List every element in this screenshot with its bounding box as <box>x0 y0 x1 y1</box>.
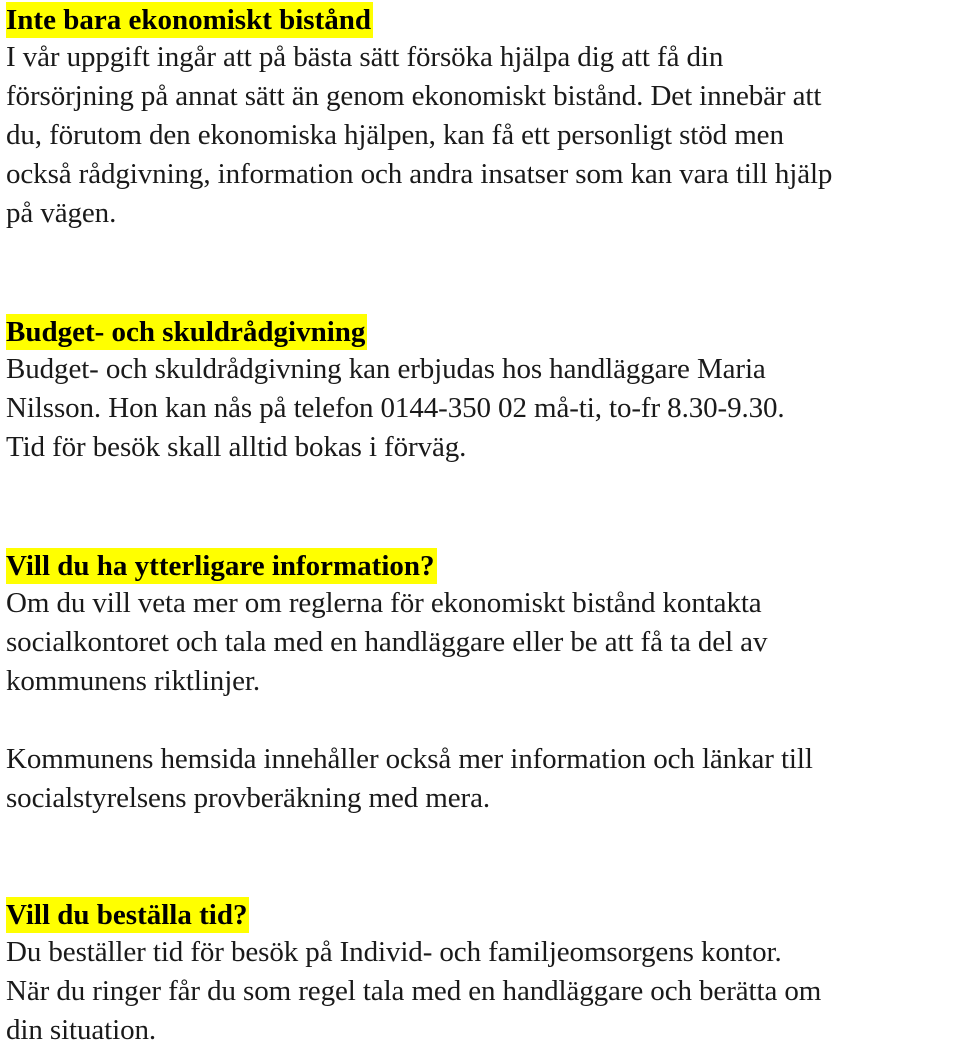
body-line: kommunens riktlinjer. <box>6 665 261 697</box>
section-heading: Vill du ha ytterligare information? <box>6 550 435 582</box>
section-body-extra <box>6 740 956 818</box>
body-line: Budget- och skuldrådgivning kan erbjudas hos handläggare Maria <box>6 353 766 385</box>
section-body <box>6 38 956 233</box>
body-line: Du beställer tid för besök på Individ- och familjeomsorgens kontor. <box>6 936 782 968</box>
section-body <box>6 584 956 701</box>
body-line: Nilsson. Hon kan nås på telefon 0144-350 02 må-ti, to-fr 8.30-9.30. <box>6 392 785 424</box>
section-bestalla-tid <box>6 897 956 1050</box>
body-line: Kommunens hemsida innehåller också mer information och länkar till <box>6 743 813 775</box>
body-line: Om du vill veta mer om reglerna för ekonomiskt bistånd kontakta <box>6 587 762 619</box>
section-information <box>6 548 956 818</box>
body-line: också rådgivning, information och andra insatser som kan vara till hjälp <box>6 158 833 190</box>
body-line: Tid för besök skall alltid bokas i förväg. <box>6 431 467 463</box>
section-body <box>6 933 956 1050</box>
body-line: din situation. <box>6 1014 157 1046</box>
section-inte-bara <box>6 2 956 233</box>
body-line: försörjning på annat sätt än genom ekonomiskt bistånd. Det innebär att <box>6 80 822 112</box>
section-heading: Budget- och skuldrådgivning <box>6 316 366 348</box>
section-heading: Vill du beställa tid? <box>6 899 248 931</box>
section-body <box>6 350 956 467</box>
section-heading: Inte bara ekonomiskt bistånd <box>6 4 371 36</box>
section-budget <box>6 314 956 467</box>
body-line: på vägen. <box>6 197 117 229</box>
body-line: socialstyrelsens provberäkning med mera. <box>6 782 491 814</box>
body-line: socialkontoret och tala med en handläggare eller be att få ta del av <box>6 626 768 658</box>
body-line: I vår uppgift ingår att på bästa sätt försöka hjälpa dig att få din <box>6 41 724 73</box>
body-line: När du ringer får du som regel tala med en handläggare och berätta om <box>6 975 822 1007</box>
body-line: du, förutom den ekonomiska hjälpen, kan få ett personligt stöd men <box>6 119 784 151</box>
